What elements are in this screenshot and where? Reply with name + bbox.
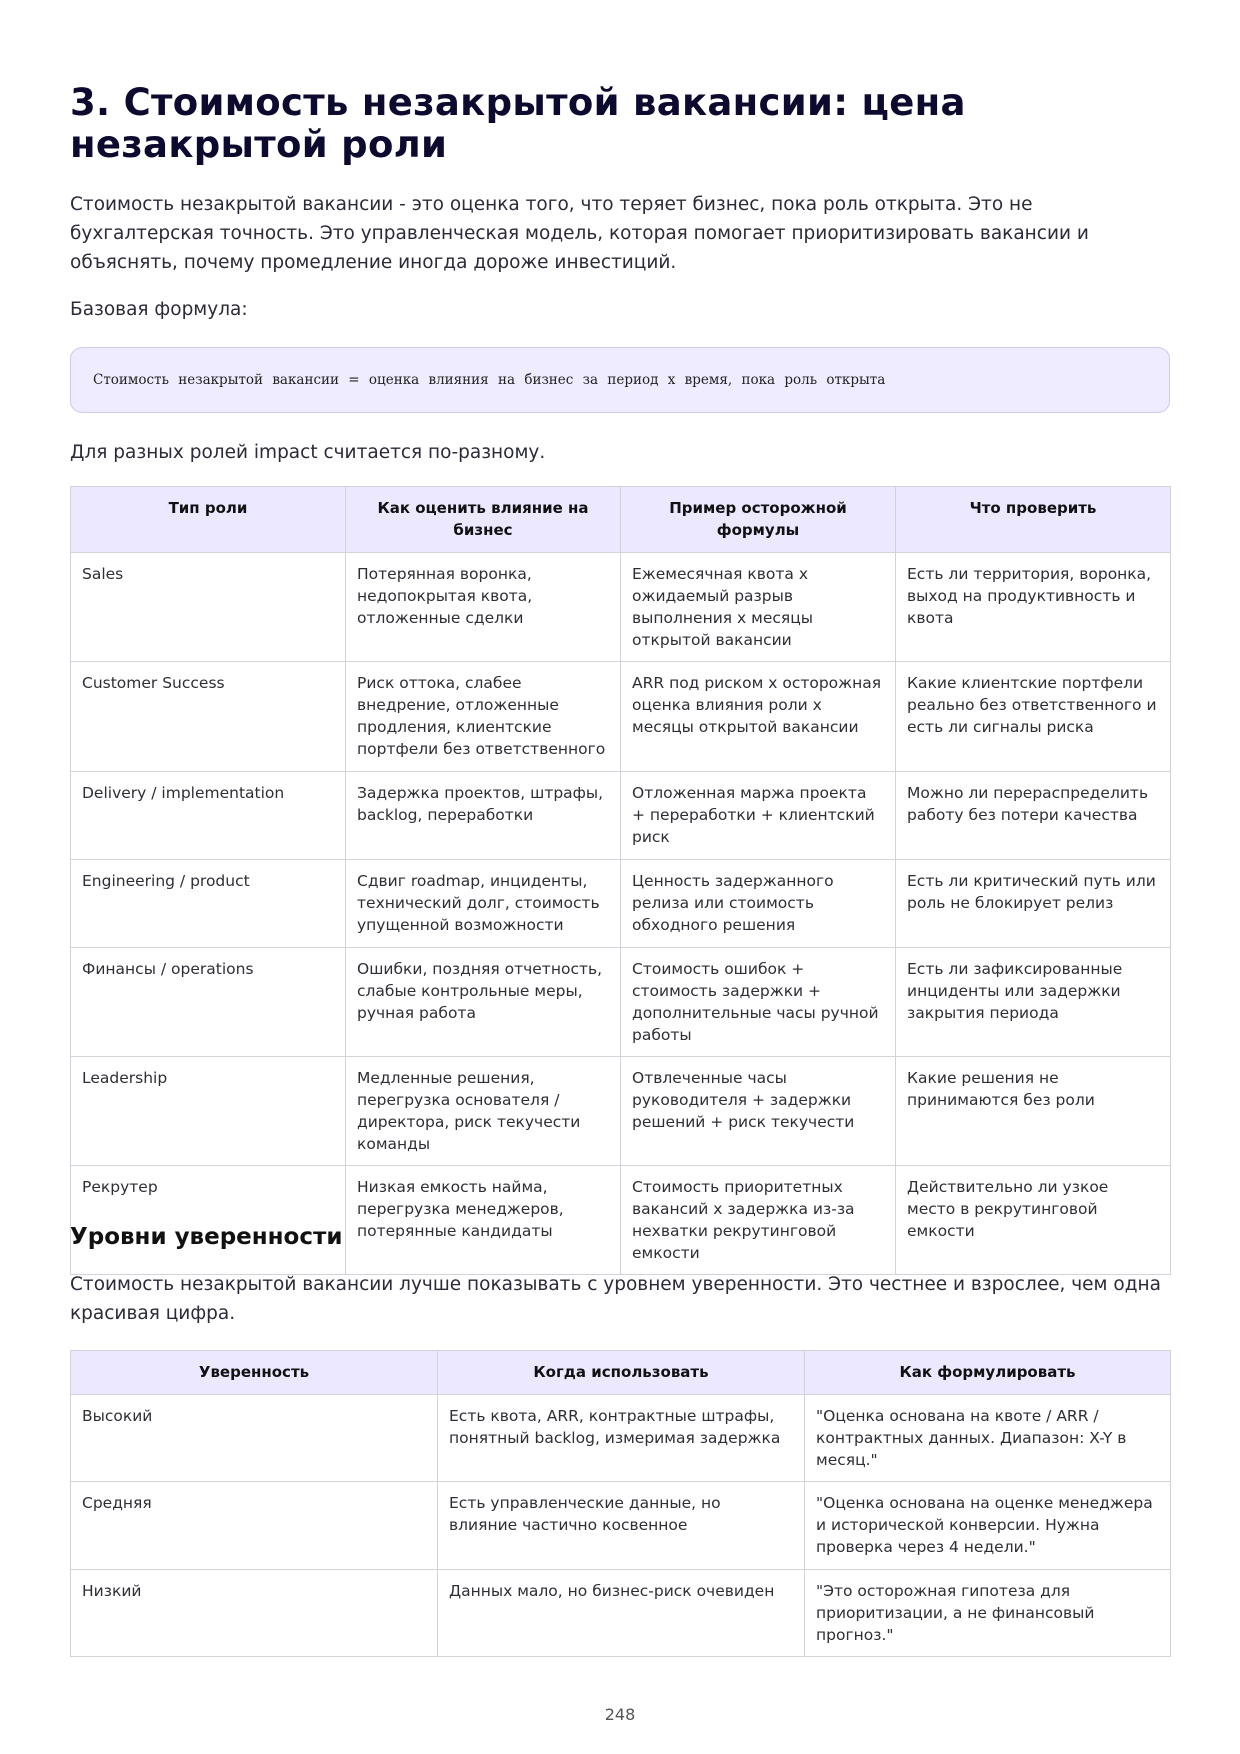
table-row [71, 772, 1171, 860]
table-cell: Низкий [71, 1570, 438, 1657]
table-cell: Медленные решения, перегрузка основателя / директора, риск текучести команды [346, 1057, 621, 1166]
column-header-check: Что проверить [896, 487, 1171, 553]
table-cell: Ценность задержанного релиза или стоимость обходного решения [621, 860, 896, 948]
table-row [71, 553, 1171, 662]
intro-paragraph: Стоимость незакрытой вакансии - это оценка того, что теряет бизнес, пока роль открыта. Это не бухгалтерская точность. Это управленческая модель, которая помогает приоритизировать вакансии и объяснять, почему промедление иногда дороже инвестиций. [70, 194, 1089, 273]
table-cell: "Оценка основана на оценке менеджера и исторической конверсии. Нужна проверка через 4 недели." [805, 1482, 1171, 1570]
table-cell: Sales [71, 553, 346, 662]
table-row [71, 948, 1171, 1057]
table-row [71, 860, 1171, 948]
roles-intro: Для разных ролей impact считается по-разному. [70, 442, 546, 463]
formula-text: Стоимость незакрытой вакансии = оценка влияния на бизнес за период x время, пока роль открыта [93, 372, 886, 388]
table-cell: Есть квота, ARR, контрактные штрафы, понятный backlog, измеримая задержка [438, 1395, 805, 1482]
column-header-impact: Как оценить влияние на бизнес [346, 487, 621, 553]
table-cell: Риск оттока, слабее внедрение, отложенные продления, клиентские портфели без ответственного [346, 662, 621, 772]
table-cell: Есть ли критический путь или роль не блокирует релиз [896, 860, 1171, 948]
table-row [71, 1570, 1171, 1657]
table-cell: Действительно ли узкое место в рекрутинговой емкости [896, 1166, 1171, 1275]
column-header-how-to-phrase: Как формулировать [805, 1351, 1171, 1395]
column-header-confidence: Уверенность [71, 1351, 438, 1395]
table-row [71, 662, 1171, 772]
table-cell: Высокий [71, 1395, 438, 1482]
table-cell: Engineering / product [71, 860, 346, 948]
table-cell: Есть ли территория, воронка, выход на продуктивность и квота [896, 553, 1171, 662]
table-cell: Отложенная маржа проекта + переработки + клиентский риск [621, 772, 896, 860]
formula-label: Базовая формула: [70, 299, 248, 320]
column-header-when-to-use: Когда использовать [438, 1351, 805, 1395]
confidence-heading: Уровни уверенности [70, 1224, 343, 1250]
roles-impact-table [70, 486, 1171, 1275]
table-row [71, 1057, 1171, 1166]
table-cell: Отвлеченные часы руководителя + задержки решений + риск текучести [621, 1057, 896, 1166]
table-cell: Leadership [71, 1057, 346, 1166]
table-cell: Задержка проектов, штрафы, backlog, переработки [346, 772, 621, 860]
table-cell: Какие клиентские портфели реально без ответственного и есть ли сигналы риска [896, 662, 1171, 772]
page-title: 3. Стоимость незакрытой вакансии: цена незакрытой роли [70, 81, 966, 166]
table-cell: Низкая емкость найма, перегрузка менеджеров, потерянные кандидаты [346, 1166, 621, 1275]
table-cell: Стоимость приоритетных вакансий x задержка из-за нехватки рекрутинговой емкости [621, 1166, 896, 1275]
table-row [71, 1166, 1171, 1275]
table-cell: Delivery / implementation [71, 772, 346, 860]
table-cell: Стоимость ошибок + стоимость задержки + дополнительные часы ручной работы [621, 948, 896, 1057]
table-cell: Есть ли зафиксированные инциденты или задержки закрытия периода [896, 948, 1171, 1057]
document-page [70, 0, 1170, 1754]
table-cell: Сдвиг roadmap, инциденты, технический долг, стоимость упущенной возможности [346, 860, 621, 948]
table-cell: ARR под риском x осторожная оценка влияния роли x месяцы открытой вакансии [621, 662, 896, 772]
table-cell: Средняя [71, 1482, 438, 1570]
table-cell: "Это осторожная гипотеза для приоритизации, а не финансовый прогноз." [805, 1570, 1171, 1657]
column-header-formula: Пример осторожной формулы [621, 487, 896, 553]
confidence-levels-table [70, 1350, 1171, 1657]
table-header-row [71, 1351, 1171, 1395]
confidence-intro: Стоимость незакрытой вакансии лучше показывать с уровнем уверенности. Это честнее и взрослее, чем одна красивая цифра. [70, 1274, 1161, 1324]
table-cell: Финансы / operations [71, 948, 346, 1057]
table-cell: Ежемесячная квота x ожидаемый разрыв выполнения x месяцы открытой вакансии [621, 553, 896, 662]
table-header-row [71, 487, 1171, 553]
column-header-role-type: Тип роли [71, 487, 346, 553]
table-cell: Потерянная воронка, недопокрытая квота, отложенные сделки [346, 553, 621, 662]
table-cell: Можно ли перераспределить работу без потери качества [896, 772, 1171, 860]
table-row [71, 1395, 1171, 1482]
table-row [71, 1482, 1171, 1570]
table-cell: Есть управленческие данные, но влияние частично косвенное [438, 1482, 805, 1570]
table-cell: Рекрутер [71, 1166, 346, 1275]
page-number: 248 [604, 1705, 636, 1724]
table-cell: Какие решения не принимаются без роли [896, 1057, 1171, 1166]
table-cell: Ошибки, поздняя отчетность, слабые контрольные меры, ручная работа [346, 948, 621, 1057]
table-cell: Customer Success [71, 662, 346, 772]
table-cell: Данных мало, но бизнес-риск очевиден [438, 1570, 805, 1657]
formula-box [70, 347, 1170, 413]
table-cell: "Оценка основана на квоте / ARR / контрактных данных. Диапазон: X-Y в месяц." [805, 1395, 1171, 1482]
